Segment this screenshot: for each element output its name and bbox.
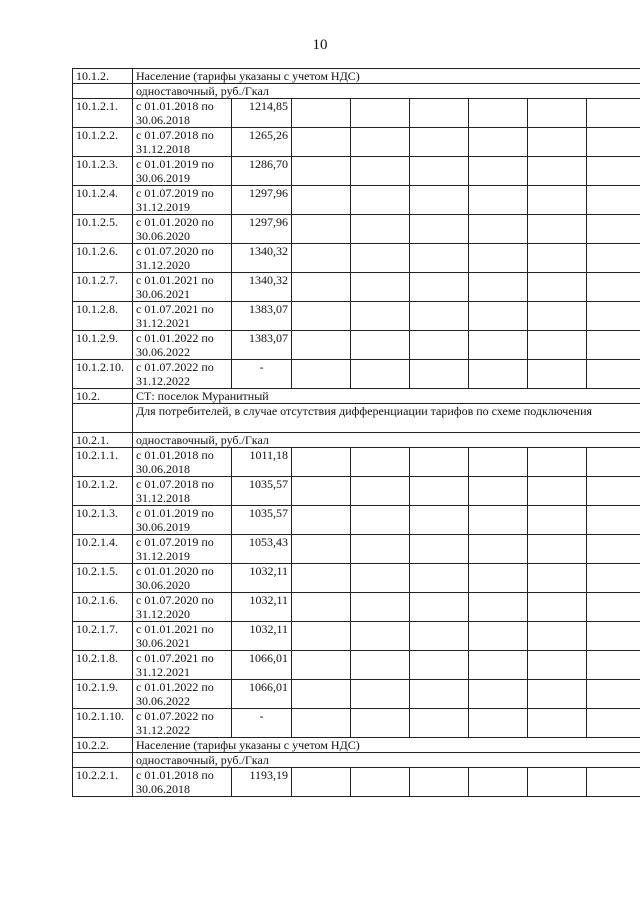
empty-cell <box>469 448 528 477</box>
table-row <box>73 709 640 738</box>
empty-cell <box>351 448 410 477</box>
tariff-value: 1214,85 <box>232 99 292 128</box>
row-number: 10.1.2.4. <box>73 186 133 215</box>
empty-cell <box>351 506 410 535</box>
empty-cell <box>410 360 469 389</box>
empty-cell <box>292 622 351 651</box>
section-row <box>73 69 640 84</box>
row-number: 10.2. <box>73 389 133 404</box>
empty-cell <box>410 680 469 709</box>
table-row <box>73 302 640 331</box>
empty-cell <box>410 709 469 738</box>
tariff-value: 1066,01 <box>232 680 292 709</box>
empty-cell <box>351 477 410 506</box>
empty-cell <box>528 273 587 302</box>
empty-cell <box>587 302 640 331</box>
page-number: 10 <box>312 37 328 53</box>
empty-cell <box>528 593 587 622</box>
row-number: 10.2.1.1. <box>73 448 133 477</box>
table-row <box>73 680 640 709</box>
row-number: 10.1.2.3. <box>73 157 133 186</box>
empty-cell <box>587 360 640 389</box>
empty-cell <box>469 215 528 244</box>
tariff-value: 1193,19 <box>232 768 292 797</box>
empty-cell <box>292 157 351 186</box>
empty-cell <box>587 593 640 622</box>
tariff-value: 1032,11 <box>232 622 292 651</box>
period-cell: с 01.01.2019 по 30.06.2019 <box>133 506 232 535</box>
empty-cell <box>351 535 410 564</box>
empty-cell <box>587 651 640 680</box>
empty-cell <box>469 593 528 622</box>
row-number <box>73 753 133 768</box>
tariff-value: 1011,18 <box>232 448 292 477</box>
row-number: 10.1.2.9. <box>73 331 133 360</box>
section-row <box>73 84 640 99</box>
empty-cell <box>469 506 528 535</box>
empty-cell <box>528 360 587 389</box>
empty-cell <box>292 331 351 360</box>
tariff-value: 1297,96 <box>232 186 292 215</box>
empty-cell <box>351 186 410 215</box>
table-row <box>73 331 640 360</box>
tariff-value: - <box>232 360 292 389</box>
empty-cell <box>410 477 469 506</box>
row-number: 10.2.1.9. <box>73 680 133 709</box>
row-number: 10.1.2.7. <box>73 273 133 302</box>
empty-cell <box>528 622 587 651</box>
section-title: одноставочный, руб./Гкал <box>133 753 640 768</box>
empty-cell <box>351 593 410 622</box>
empty-cell <box>410 622 469 651</box>
table-row <box>73 564 640 593</box>
empty-cell <box>410 186 469 215</box>
empty-cell <box>587 186 640 215</box>
empty-cell <box>587 448 640 477</box>
empty-cell <box>292 128 351 157</box>
table-row <box>73 651 640 680</box>
row-number: 10.2.1.2. <box>73 477 133 506</box>
row-number: 10.2.1.5. <box>73 564 133 593</box>
row-number: 10.1.2.8. <box>73 302 133 331</box>
empty-cell <box>587 99 640 128</box>
section-title: Население (тарифы указаны с учетом НДС) <box>133 738 640 753</box>
empty-cell <box>528 506 587 535</box>
empty-cell <box>469 680 528 709</box>
empty-cell <box>469 622 528 651</box>
tariff-value: - <box>232 709 292 738</box>
empty-cell <box>351 273 410 302</box>
empty-cell <box>528 768 587 797</box>
empty-cell <box>410 331 469 360</box>
table-row <box>73 360 640 389</box>
empty-cell <box>351 768 410 797</box>
table-row <box>73 99 640 128</box>
empty-cell <box>410 448 469 477</box>
empty-cell <box>292 99 351 128</box>
empty-cell <box>469 244 528 273</box>
empty-cell <box>587 157 640 186</box>
period-cell: с 01.01.2018 по 30.06.2018 <box>133 448 232 477</box>
section-row <box>73 433 640 448</box>
empty-cell <box>469 564 528 593</box>
empty-cell <box>528 244 587 273</box>
row-number: 10.2.1.3. <box>73 506 133 535</box>
empty-cell <box>351 360 410 389</box>
empty-cell <box>587 273 640 302</box>
period-cell: с 01.01.2021 по 30.06.2021 <box>133 273 232 302</box>
empty-cell <box>410 593 469 622</box>
empty-cell <box>528 448 587 477</box>
empty-cell <box>469 709 528 738</box>
empty-cell <box>587 128 640 157</box>
empty-cell <box>587 680 640 709</box>
table-row <box>73 593 640 622</box>
empty-cell <box>587 477 640 506</box>
period-cell: с 01.01.2018 по 30.06.2018 <box>133 768 232 797</box>
empty-cell <box>528 186 587 215</box>
empty-cell <box>469 186 528 215</box>
empty-cell <box>528 302 587 331</box>
empty-cell <box>292 593 351 622</box>
row-number: 10.2.1.8. <box>73 651 133 680</box>
period-cell: с 01.07.2022 по 31.12.2022 <box>133 709 232 738</box>
section-title: Для потребителей, в случае отсутствия дифференциации тарифов по схеме подключения <box>133 404 640 433</box>
empty-cell <box>351 564 410 593</box>
empty-cell <box>292 651 351 680</box>
empty-cell <box>469 273 528 302</box>
period-cell: с 01.01.2022 по 30.06.2022 <box>133 680 232 709</box>
empty-cell <box>410 244 469 273</box>
table-row <box>73 186 640 215</box>
empty-cell <box>587 331 640 360</box>
row-number <box>73 404 133 433</box>
empty-cell <box>351 157 410 186</box>
empty-cell <box>469 651 528 680</box>
empty-cell <box>410 215 469 244</box>
empty-cell <box>292 360 351 389</box>
empty-cell <box>410 768 469 797</box>
empty-cell <box>469 331 528 360</box>
tariff-table <box>72 68 640 797</box>
period-cell: с 01.01.2019 по 30.06.2019 <box>133 157 232 186</box>
empty-cell <box>410 535 469 564</box>
section-row <box>73 738 640 753</box>
table-row <box>73 448 640 477</box>
empty-cell <box>292 709 351 738</box>
tariff-value: 1265,26 <box>232 128 292 157</box>
period-cell: с 01.07.2021 по 31.12.2021 <box>133 651 232 680</box>
empty-cell <box>469 302 528 331</box>
row-number <box>73 84 133 99</box>
empty-cell <box>410 273 469 302</box>
section-title: одноставочный, руб./Гкал <box>133 433 640 448</box>
row-number: 10.2.1.10. <box>73 709 133 738</box>
empty-cell <box>292 477 351 506</box>
empty-cell <box>410 651 469 680</box>
empty-cell <box>351 99 410 128</box>
period-cell: с 01.07.2019 по 31.12.2019 <box>133 535 232 564</box>
empty-cell <box>292 448 351 477</box>
period-cell: с 01.07.2018 по 31.12.2018 <box>133 477 232 506</box>
empty-cell <box>587 215 640 244</box>
table-row <box>73 157 640 186</box>
table-row <box>73 128 640 157</box>
table-row <box>73 215 640 244</box>
empty-cell <box>410 99 469 128</box>
empty-cell <box>351 651 410 680</box>
empty-cell <box>528 680 587 709</box>
empty-cell <box>469 157 528 186</box>
period-cell: с 01.07.2021 по 31.12.2021 <box>133 302 232 331</box>
empty-cell <box>528 709 587 738</box>
empty-cell <box>292 564 351 593</box>
tariff-value: 1053,43 <box>232 535 292 564</box>
table-row <box>73 244 640 273</box>
row-number: 10.1.2.1. <box>73 99 133 128</box>
empty-cell <box>528 651 587 680</box>
tariff-value: 1066,01 <box>232 651 292 680</box>
empty-cell <box>528 128 587 157</box>
tariff-value: 1035,57 <box>232 506 292 535</box>
tariff-table-body <box>73 69 640 797</box>
empty-cell <box>351 709 410 738</box>
empty-cell <box>587 709 640 738</box>
period-cell: с 01.07.2018 по 31.12.2018 <box>133 128 232 157</box>
row-number: 10.1.2. <box>73 69 133 84</box>
empty-cell <box>292 768 351 797</box>
tariff-value: 1383,07 <box>232 302 292 331</box>
empty-cell <box>292 273 351 302</box>
empty-cell <box>410 506 469 535</box>
empty-cell <box>469 99 528 128</box>
period-cell: с 01.01.2020 по 30.06.2020 <box>133 564 232 593</box>
row-number: 10.2.1. <box>73 433 133 448</box>
empty-cell <box>351 680 410 709</box>
period-cell: с 01.01.2022 по 30.06.2022 <box>133 331 232 360</box>
row-number: 10.1.2.5. <box>73 215 133 244</box>
empty-cell <box>292 302 351 331</box>
table-row <box>73 477 640 506</box>
table-row <box>73 622 640 651</box>
empty-cell <box>410 302 469 331</box>
empty-cell <box>528 331 587 360</box>
empty-cell <box>587 535 640 564</box>
row-number: 10.1.2.2. <box>73 128 133 157</box>
section-row <box>73 389 640 404</box>
empty-cell <box>587 506 640 535</box>
empty-cell <box>410 564 469 593</box>
empty-cell <box>587 622 640 651</box>
section-title: Население (тарифы указаны с учетом НДС) <box>133 69 640 84</box>
empty-cell <box>351 215 410 244</box>
period-cell: с 01.01.2021 по 30.06.2021 <box>133 622 232 651</box>
empty-cell <box>469 768 528 797</box>
row-number: 10.2.1.4. <box>73 535 133 564</box>
tariff-value: 1286,70 <box>232 157 292 186</box>
empty-cell <box>292 215 351 244</box>
tariff-value: 1032,11 <box>232 564 292 593</box>
tariff-value: 1035,57 <box>232 477 292 506</box>
empty-cell <box>351 244 410 273</box>
row-number: 10.1.2.10. <box>73 360 133 389</box>
section-title: одноставочный, руб./Гкал <box>133 84 640 99</box>
tariff-value: 1297,96 <box>232 215 292 244</box>
table-row <box>73 768 640 797</box>
period-cell: с 01.01.2018 по 30.06.2018 <box>133 99 232 128</box>
period-cell: с 01.07.2019 по 31.12.2019 <box>133 186 232 215</box>
empty-cell <box>351 302 410 331</box>
empty-cell <box>528 535 587 564</box>
empty-cell <box>410 157 469 186</box>
empty-cell <box>351 331 410 360</box>
period-cell: с 01.07.2020 по 31.12.2020 <box>133 244 232 273</box>
empty-cell <box>528 99 587 128</box>
empty-cell <box>351 622 410 651</box>
empty-cell <box>469 535 528 564</box>
period-cell: с 01.07.2020 по 31.12.2020 <box>133 593 232 622</box>
empty-cell <box>528 477 587 506</box>
empty-cell <box>292 535 351 564</box>
section-row <box>73 404 640 433</box>
empty-cell <box>469 477 528 506</box>
row-number: 10.2.1.7. <box>73 622 133 651</box>
empty-cell <box>587 564 640 593</box>
period-cell: с 01.01.2020 по 30.06.2020 <box>133 215 232 244</box>
table-row <box>73 535 640 564</box>
row-number: 10.1.2.6. <box>73 244 133 273</box>
empty-cell <box>292 186 351 215</box>
empty-cell <box>528 564 587 593</box>
table-row <box>73 506 640 535</box>
empty-cell <box>292 680 351 709</box>
period-cell: с 01.07.2022 по 31.12.2022 <box>133 360 232 389</box>
empty-cell <box>587 768 640 797</box>
empty-cell <box>292 244 351 273</box>
section-row <box>73 753 640 768</box>
empty-cell <box>469 128 528 157</box>
empty-cell <box>410 128 469 157</box>
tariff-value: 1340,32 <box>232 273 292 302</box>
empty-cell <box>528 215 587 244</box>
section-title: СТ: поселок Муранитный <box>133 389 640 404</box>
empty-cell <box>351 128 410 157</box>
empty-cell <box>292 506 351 535</box>
empty-cell <box>469 360 528 389</box>
empty-cell <box>528 157 587 186</box>
tariff-value: 1383,07 <box>232 331 292 360</box>
row-number: 10.2.1.6. <box>73 593 133 622</box>
row-number: 10.2.2.1. <box>73 768 133 797</box>
empty-cell <box>587 244 640 273</box>
tariff-value: 1340,32 <box>232 244 292 273</box>
tariff-value: 1032,11 <box>232 593 292 622</box>
row-number: 10.2.2. <box>73 738 133 753</box>
table-row <box>73 273 640 302</box>
